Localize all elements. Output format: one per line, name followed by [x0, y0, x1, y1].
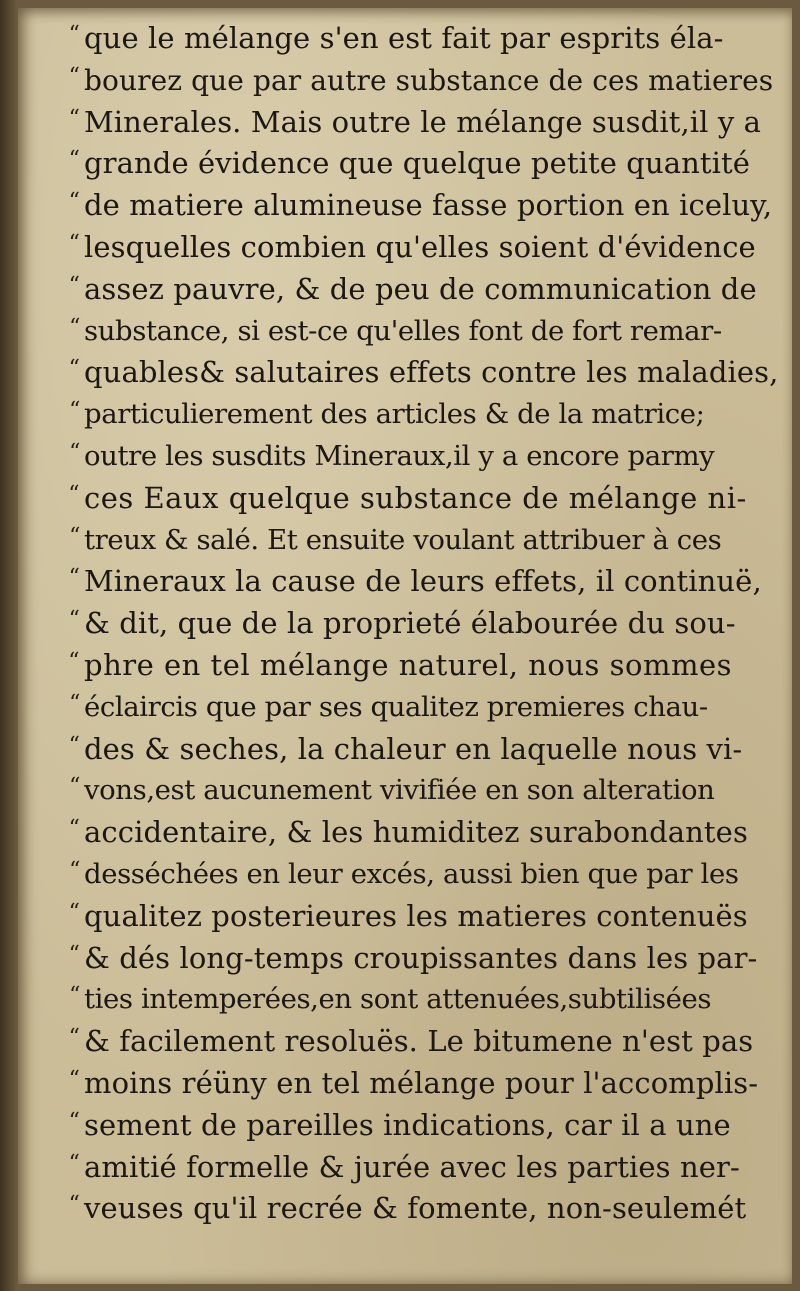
text-line — [68, 478, 784, 520]
line-text: Mineraux la cause de leurs effets, il continuë, — [84, 564, 762, 599]
text-line — [69, 854, 784, 896]
line-text: moins réüny en tel mélange pour l'accomplis- — [84, 1065, 759, 1100]
text-line — [68, 1105, 784, 1147]
text-line — [69, 770, 784, 812]
text-line — [68, 60, 784, 102]
line-text: treux & salé. Et ensuite voulant attribuer à ces — [84, 523, 722, 556]
quote-mark: “ — [68, 1192, 80, 1218]
line-text: & dés long-temps croupissantes dans les par- — [84, 940, 758, 975]
quote-mark: “ — [69, 690, 80, 716]
quote-mark: “ — [68, 22, 80, 47]
text-line — [68, 561, 784, 603]
text-line — [69, 394, 784, 436]
line-text: outre les susdits Mineraux,il y a encore parmy — [84, 439, 715, 472]
quote-mark: “ — [69, 314, 80, 340]
line-text: Minerales. Mais outre le mélange susdit,il y a — [84, 104, 762, 139]
quote-mark: “ — [68, 63, 80, 89]
quote-mark: “ — [69, 398, 80, 424]
line-text: lesquelles combien qu'elles soient d'évidence — [84, 229, 756, 264]
quote-mark: “ — [68, 1150, 80, 1176]
text-line — [68, 603, 784, 645]
line-text: assez pauvre, & de peu de communication de — [84, 271, 757, 306]
line-text: & dit, que de la proprieté élabourée du sou- — [84, 606, 736, 641]
quote-mark: “ — [68, 272, 80, 298]
text-line — [69, 979, 784, 1021]
text-line — [68, 352, 784, 394]
text-line — [68, 1188, 784, 1230]
text-line — [68, 1063, 784, 1105]
line-text: particulierement des articles & de la matrice; — [84, 398, 705, 431]
text-line — [68, 1021, 784, 1063]
line-text: des & seches, la chaleur en laquelle nous vi- — [84, 731, 743, 766]
quote-mark: “ — [68, 816, 80, 842]
quote-mark: “ — [68, 105, 80, 131]
quote-mark: “ — [68, 1025, 80, 1051]
line-text: sement de pareilles indications, car il a une — [84, 1107, 731, 1142]
quote-mark: “ — [68, 230, 80, 256]
quote-mark: “ — [68, 732, 80, 758]
book-page — [18, 8, 792, 1284]
text-line — [68, 143, 784, 185]
text-line — [68, 729, 784, 771]
text-line — [69, 687, 784, 729]
line-text: grande évidence que quelque petite quantité — [84, 146, 751, 181]
quote-mark: “ — [68, 648, 80, 674]
quote-mark: “ — [69, 523, 80, 549]
text-line — [68, 896, 784, 938]
line-text: substance, si est-ce qu'elles font de fort remar- — [84, 314, 722, 347]
line-text: bourez que par autre substance de ces matieres — [84, 63, 774, 97]
line-text: amitié formelle & jurée avec les parties ner- — [84, 1149, 740, 1184]
page-text-block — [68, 18, 784, 1230]
line-text: qualitez posterieures les matieres contenuës — [84, 898, 748, 933]
line-text: accidentaire, & les humiditez surabondantes — [84, 815, 748, 850]
quote-mark: “ — [68, 941, 80, 967]
text-line — [68, 227, 784, 269]
quote-mark: “ — [68, 147, 80, 173]
quote-mark: “ — [68, 189, 80, 215]
quote-mark: “ — [69, 439, 80, 465]
quote-mark: “ — [68, 1108, 80, 1134]
quote-mark: “ — [68, 899, 80, 925]
line-text: desséchées en leur excés, aussi bien que par les — [84, 857, 739, 890]
quote-mark: “ — [69, 983, 80, 1009]
line-text: vons,est aucunement vivifiée en son alteration — [84, 774, 715, 807]
text-line — [68, 18, 784, 60]
line-text: veuses qu'il recrée & fomente, non-seulemét — [84, 1191, 747, 1226]
quote-mark: “ — [68, 565, 80, 591]
text-line — [68, 185, 784, 227]
text-line — [68, 938, 784, 980]
line-text: de matiere alumineuse fasse portion en iceluy, — [84, 188, 773, 223]
line-text: ces Eaux quelque substance de mélange ni- — [84, 480, 747, 515]
line-text: & facilement resoluës. Le bitumene n'est pas — [84, 1024, 754, 1059]
line-text: quables& salutaires effets contre les maladies, — [84, 355, 779, 390]
text-line — [69, 436, 784, 478]
quote-mark: “ — [69, 857, 80, 883]
text-line — [69, 520, 784, 562]
line-text: phre en tel mélange naturel, nous sommes — [84, 647, 733, 682]
quote-mark: “ — [68, 481, 80, 507]
line-text: éclaircis que par ses qualitez premieres chau- — [84, 690, 708, 723]
text-line — [68, 102, 784, 144]
line-text: ties intemperées,en sont attenuées,subtilisées — [84, 983, 712, 1016]
text-line — [68, 645, 784, 687]
quote-mark: “ — [68, 1066, 80, 1092]
text-line — [68, 812, 784, 854]
text-line — [68, 269, 784, 311]
text-line — [69, 311, 784, 353]
quote-mark: “ — [68, 607, 80, 633]
quote-mark: “ — [68, 356, 80, 382]
quote-mark: “ — [69, 774, 80, 800]
text-line — [68, 1147, 784, 1189]
line-text: que le mélange s'en est fait par esprits éla- — [84, 21, 724, 55]
